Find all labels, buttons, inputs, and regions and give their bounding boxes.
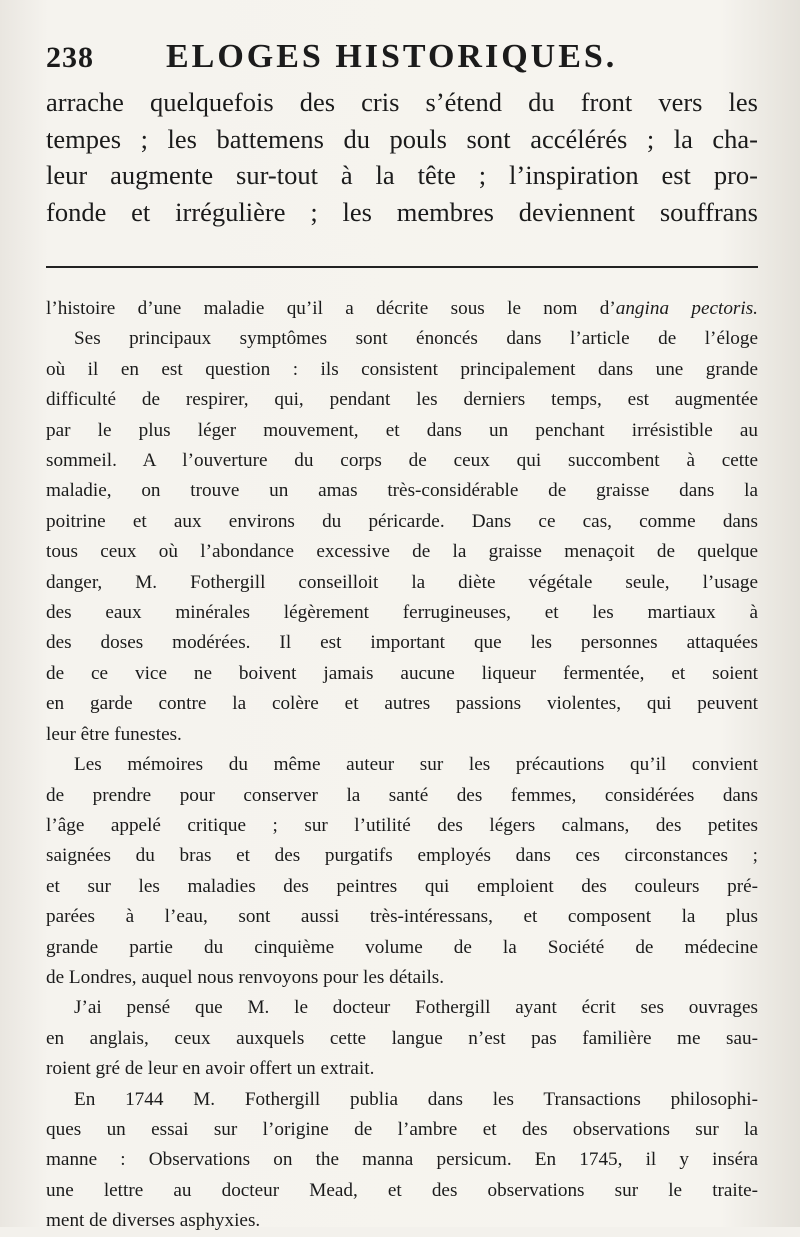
text-line: leur être funestes. xyxy=(46,723,182,745)
page-number: 238 xyxy=(46,41,94,74)
text-line: une lettre au docteur Mead, et des observations sur le traite- xyxy=(46,1179,758,1201)
text-line: manne : Observations on the manna persicum. En 1745, il y inséra xyxy=(46,1149,758,1171)
text-line: de Londres, auquel nous renvoyons pour les détails. xyxy=(46,966,445,988)
text-line: sommeil. A l’ouverture du corps de ceux qui succombent à cette xyxy=(46,450,758,472)
text-line: tous ceux où l’abondance excessive de la graisse menaçoit de quelque xyxy=(46,541,758,563)
text-line: difficulté de respirer, qui, pendant les derniers temps, est augmentée xyxy=(46,389,758,411)
footnote-first-line-text: l’histoire d’une maladie qu’il a décrite sous le nom d’ xyxy=(46,298,616,319)
text-line: Les mémoires du même auteur sur les précautions qu’il convient xyxy=(74,754,758,776)
text-line: danger, M. Fothergill conseilloit la diète végétale seule, l’usage xyxy=(46,571,758,593)
running-title: ELOGES HISTORIQUES. xyxy=(166,38,618,75)
footnote-italic-term: angina pectoris. xyxy=(615,298,758,319)
text-line: arrache quelquefois des cris s’étend du front vers les xyxy=(46,87,758,117)
text-line: l’âge appelé critique ; sur l’utilité des légers calmans, des petites xyxy=(46,814,758,836)
footnote xyxy=(46,294,758,1237)
text-line: maladie, on trouve un amas très-considérable de graisse dans la xyxy=(46,480,758,502)
text-line: où il en est question : ils consistent principalement dans une grande xyxy=(46,358,758,380)
text-line: Ses principaux symptômes sont énoncés dans l’article de l’éloge xyxy=(74,328,758,350)
text-line: leur augmente sur-tout à la tête ; l’inspiration est pro- xyxy=(46,160,758,190)
text-line: ment de diverses asphyxies. xyxy=(46,1210,261,1232)
text-line: poitrine et aux environs du péricarde. Dans ce cas, comme dans xyxy=(46,510,758,532)
main-text xyxy=(46,84,758,230)
footnote-rule xyxy=(46,266,758,268)
text-line: des doses modérées. Il est important que les personnes attaquées xyxy=(46,632,758,654)
page-header xyxy=(46,38,758,86)
text-line: des eaux minérales légèrement ferrugineuses, et les martiaux à xyxy=(46,602,758,624)
text-line: J’ai pensé que M. le docteur Fothergill ayant écrit ses ouvrages xyxy=(74,997,758,1019)
text-line: tempes ; les battemens du pouls sont accélérés ; la cha- xyxy=(46,123,758,154)
text-line: en anglais, ceux auxquels cette langue n’est pas familière me sau- xyxy=(46,1027,758,1049)
text-line: de ce vice ne boivent jamais aucune liqueur fermentée, et soient xyxy=(46,662,758,684)
text-line: roient gré de leur en avoir offert un extrait. xyxy=(46,1058,375,1080)
text-line: En 1744 M. Fothergill publia dans les Transactions philosophi- xyxy=(74,1088,758,1110)
text-line: fonde et irrégulière ; les membres deviennent souffrans xyxy=(46,196,758,227)
text-line: grande partie du cinquième volume de la Société de médecine xyxy=(46,936,758,958)
text-line: saignées du bras et des purgatifs employés dans ces circonstances ; xyxy=(46,845,758,867)
text-line: par le plus léger mouvement, et dans un penchant irrésistible au xyxy=(46,419,758,441)
text-line: et sur les maladies des peintres qui emploient des couleurs pré- xyxy=(46,875,758,897)
text-line: en garde contre la colère et autres passions violentes, qui peuvent xyxy=(46,693,758,715)
text-line: ques un essai sur l’origine de l’ambre et des observations sur la xyxy=(46,1118,758,1140)
footnote-first-line xyxy=(46,294,758,324)
text-line: parées à l’eau, sont aussi très-intéressans, et composent la plus xyxy=(46,906,758,928)
text-line: de prendre pour conserver la santé des femmes, considérées dans xyxy=(46,784,758,806)
